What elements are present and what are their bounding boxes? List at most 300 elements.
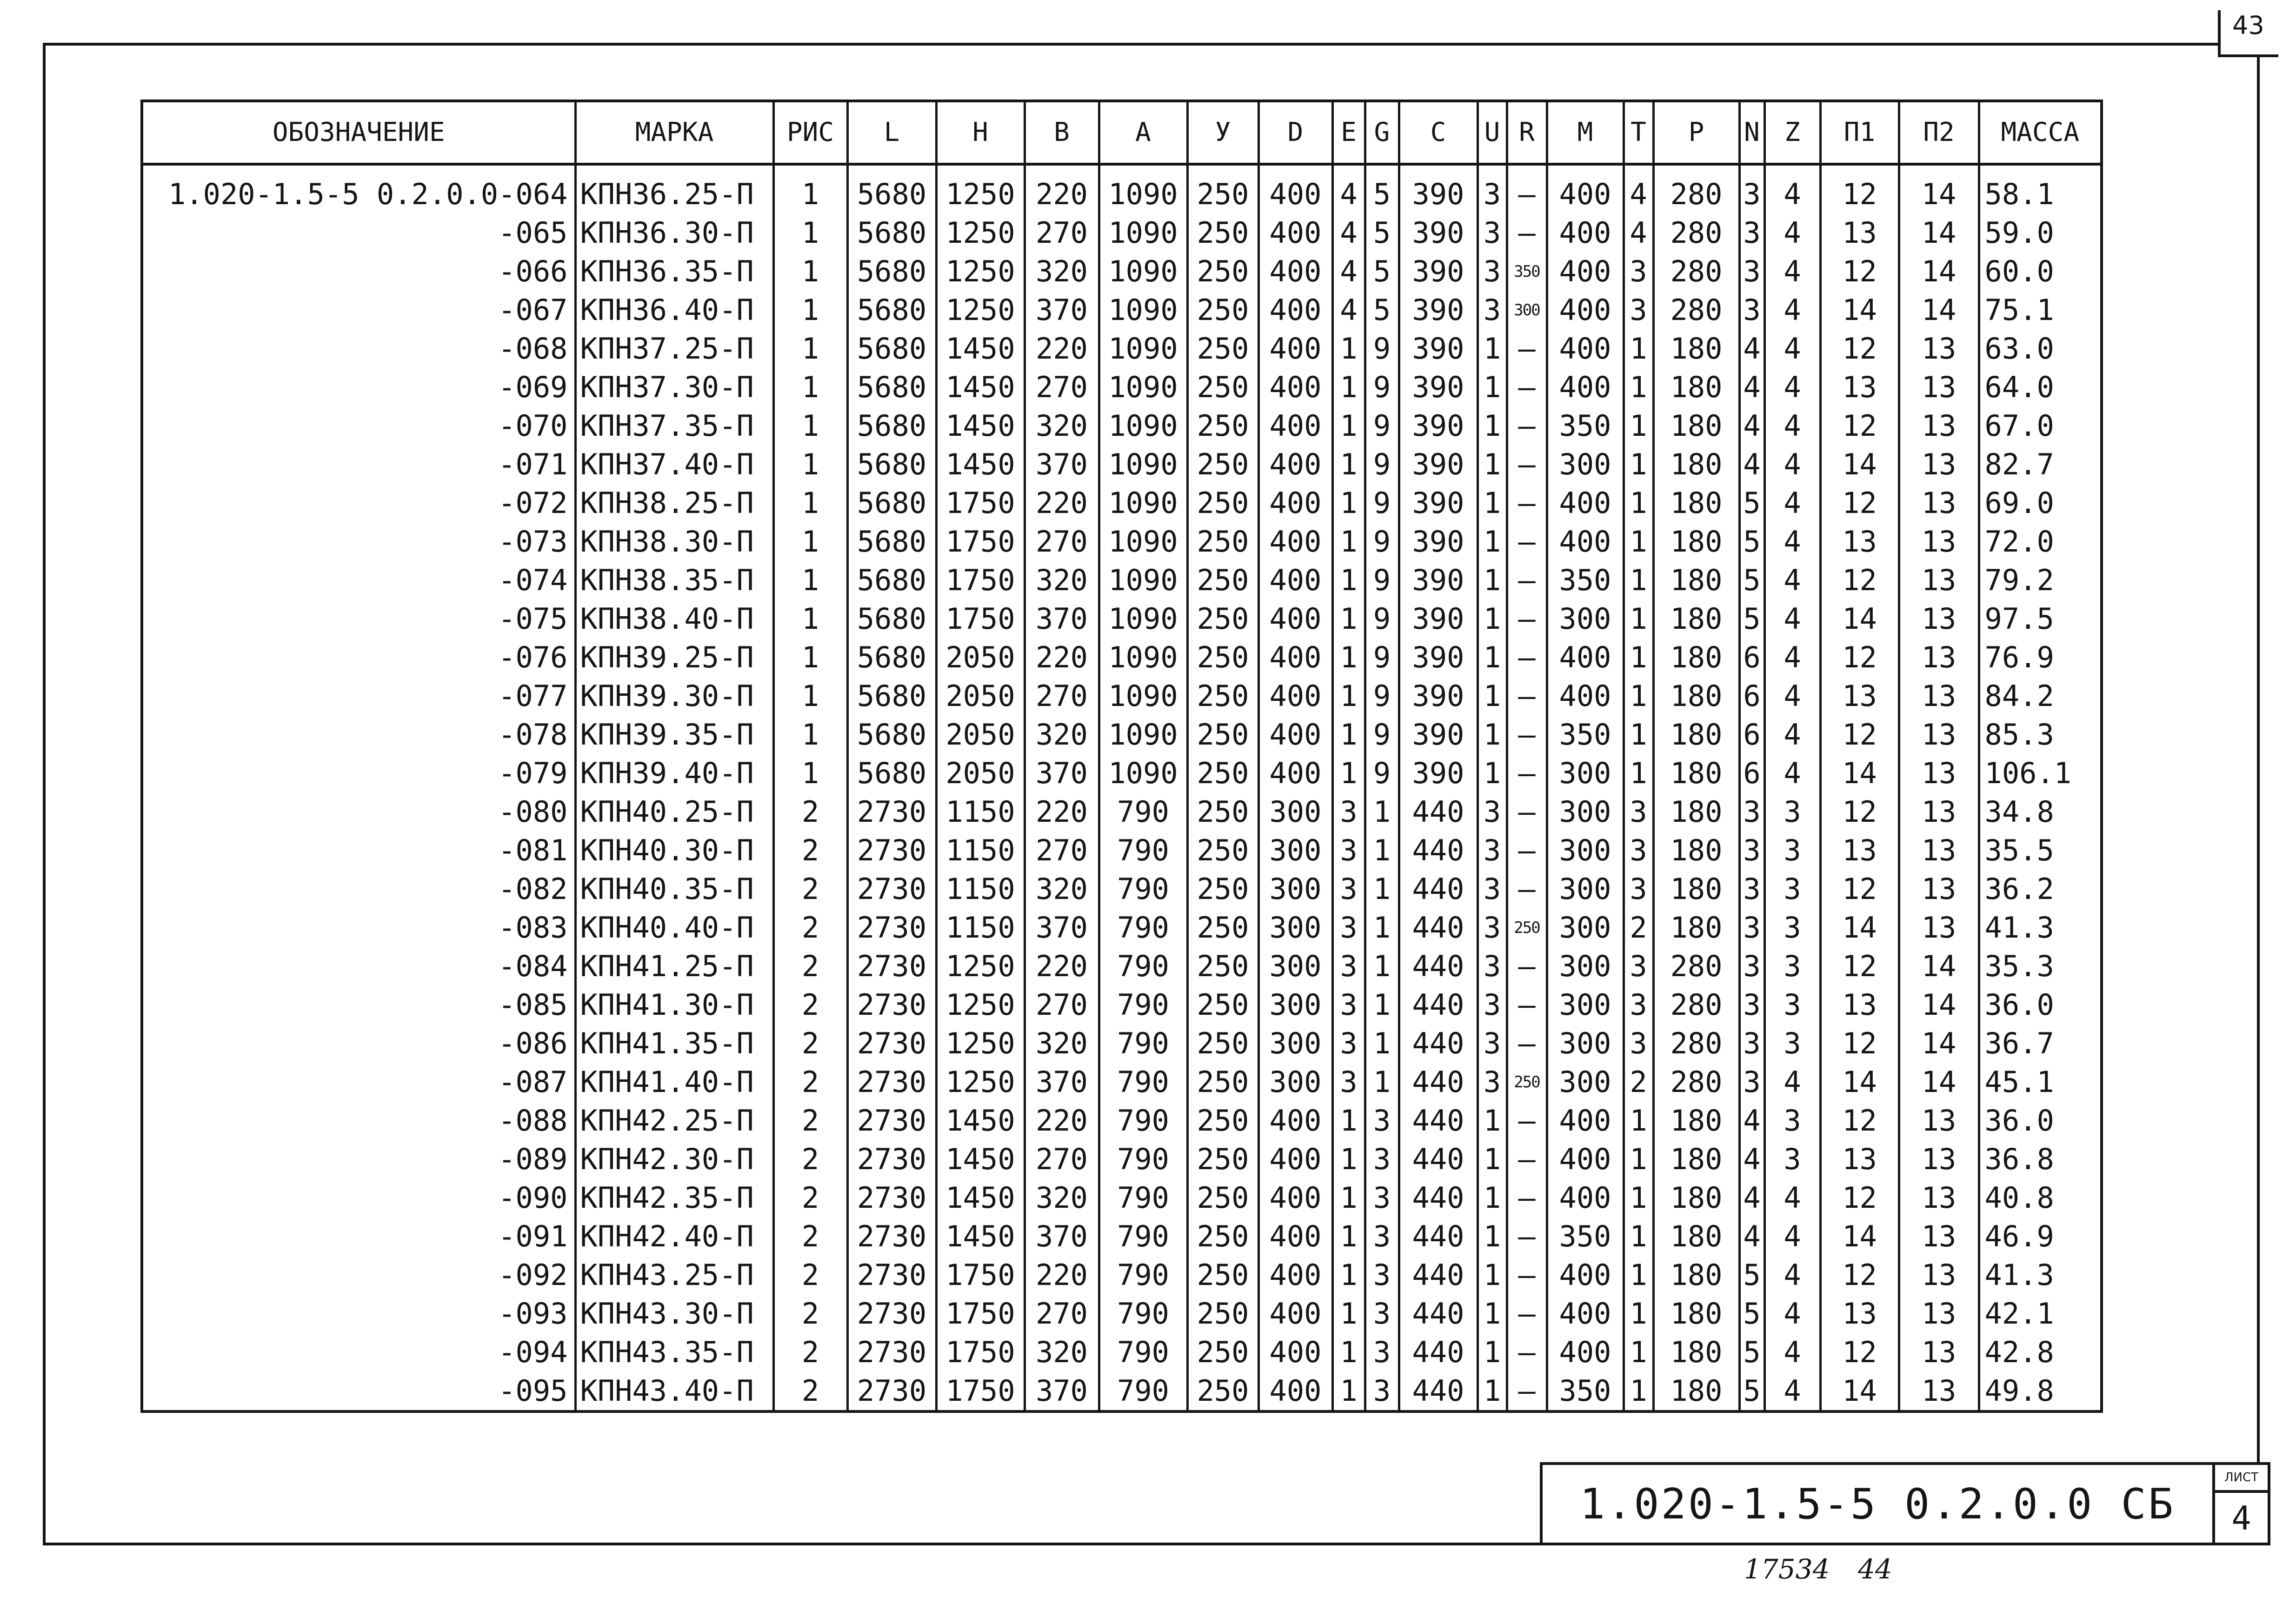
table-spacer-cell <box>1477 164 1507 175</box>
table-cell: 790 <box>1099 908 1187 947</box>
table-cell: 13 <box>1820 368 1899 406</box>
table-cell: 250 <box>1187 792 1258 831</box>
table-spacer-cell <box>1764 164 1820 175</box>
table-cell: 180 <box>1653 522 1739 561</box>
table-cell: 400 <box>1547 1294 1624 1333</box>
table-row <box>142 213 2102 252</box>
table-cell: 35.5 <box>1979 831 2102 870</box>
table-header-cell: П2 <box>1899 101 1979 164</box>
table-cell: 12 <box>1820 715 1899 754</box>
table-cell: 3 <box>1365 1101 1399 1140</box>
table-header-cell: H <box>936 101 1025 164</box>
table-cell: 14 <box>1899 252 1979 291</box>
table-header-cell: G <box>1365 101 1399 164</box>
table-cell: 1 <box>1332 522 1365 561</box>
table-cell: 180 <box>1653 1140 1739 1178</box>
table-cell: 1090 <box>1099 522 1187 561</box>
table-cell: 3 <box>1739 985 1764 1024</box>
table-cell: 180 <box>1653 908 1739 947</box>
table-cell: 13 <box>1899 368 1979 406</box>
table-cell: КПН38.25-П <box>575 484 773 522</box>
table-cell: 4 <box>1739 1217 1764 1256</box>
table-spacer-cell <box>1099 164 1187 175</box>
table-cell: 400 <box>1547 1101 1624 1140</box>
table-cell: 4 <box>1739 406 1764 445</box>
table-cell: 2730 <box>847 1101 936 1140</box>
table-cell: 4 <box>1739 1101 1764 1140</box>
table-cell: КПН43.25-П <box>575 1256 773 1294</box>
table-header-cell: A <box>1099 101 1187 164</box>
table-cell: 1 <box>1624 368 1653 406</box>
table-cell: 300 <box>1547 1063 1624 1101</box>
table-cell: 300 <box>1258 870 1332 908</box>
table-cell: 72.0 <box>1979 522 2102 561</box>
table-cell: 13 <box>1899 1178 1979 1217</box>
table-spacer-cell <box>847 164 936 175</box>
table-row <box>142 1178 2102 1217</box>
table-cell: -095 <box>142 1371 575 1411</box>
table-cell: 1 <box>1332 1217 1365 1256</box>
table-cell: 300 <box>1507 291 1547 329</box>
table-cell: 13 <box>1820 213 1899 252</box>
table-cell: – <box>1507 484 1547 522</box>
table-cell: 400 <box>1258 1333 1332 1371</box>
table-cell: 4 <box>1739 445 1764 484</box>
table-cell: 790 <box>1099 1217 1187 1256</box>
table-row <box>142 1294 2102 1333</box>
table-spacer-cell <box>1365 164 1399 175</box>
table-cell: 250 <box>1187 368 1258 406</box>
table-cell: 1 <box>1624 1140 1653 1178</box>
table-cell: 3 <box>1365 1333 1399 1371</box>
table-cell: 390 <box>1399 599 1477 638</box>
table-spacer-cell <box>1507 164 1547 175</box>
page-number-box-horizontal <box>2218 54 2278 57</box>
table-cell: 180 <box>1653 677 1739 715</box>
table-cell: 4 <box>1764 638 1820 677</box>
table-cell: 9 <box>1365 445 1399 484</box>
table-cell: 220 <box>1025 1101 1099 1140</box>
table-cell: – <box>1507 831 1547 870</box>
table-cell: -091 <box>142 1217 575 1256</box>
table-cell: 790 <box>1099 1063 1187 1101</box>
table-cell: 3 <box>1739 792 1764 831</box>
table-cell: 1 <box>1332 368 1365 406</box>
table-cell: 13 <box>1899 1217 1979 1256</box>
table-cell: 36.8 <box>1979 1140 2102 1178</box>
table-row <box>142 1063 2102 1101</box>
table-cell: 5 <box>1739 1371 1764 1411</box>
table-header-cell: U <box>1477 101 1507 164</box>
table-cell: 1 <box>1624 1371 1653 1411</box>
table-cell: 180 <box>1653 1217 1739 1256</box>
table-cell: 790 <box>1099 792 1187 831</box>
table-cell: -078 <box>142 715 575 754</box>
table-cell: 5 <box>1739 599 1764 638</box>
table-header-cell: П1 <box>1820 101 1899 164</box>
table-cell: 250 <box>1187 985 1258 1024</box>
table-cell: 280 <box>1653 291 1739 329</box>
table-cell: 5 <box>1739 1333 1764 1371</box>
table-cell: 2 <box>773 1101 847 1140</box>
table-cell: 390 <box>1399 715 1477 754</box>
document-code: 1.020-1.5-5 0.2.0.0 СБ <box>1579 1480 2176 1529</box>
table-cell: 3 <box>1365 1371 1399 1411</box>
frame-border-left <box>43 43 46 1545</box>
table-cell: 1090 <box>1099 213 1187 252</box>
table-cell: 3 <box>1624 291 1653 329</box>
page-number-box-vertical <box>2218 10 2221 57</box>
table-cell: 14 <box>1820 908 1899 947</box>
table-cell: -084 <box>142 947 575 985</box>
table-cell: 440 <box>1399 870 1477 908</box>
table-cell: 1 <box>1624 522 1653 561</box>
table-cell: 1 <box>773 175 847 213</box>
table-cell: 1 <box>773 677 847 715</box>
table-cell: 3 <box>1477 792 1507 831</box>
table-cell: -065 <box>142 213 575 252</box>
table-cell: КПН36.30-П <box>575 213 773 252</box>
table-cell: 3 <box>1739 1063 1764 1101</box>
table-cell: 280 <box>1653 213 1739 252</box>
table-cell: 180 <box>1653 406 1739 445</box>
table-cell: 9 <box>1365 484 1399 522</box>
table-cell: 2 <box>773 1294 847 1333</box>
table-cell: 1 <box>1477 1333 1507 1371</box>
table-cell: 1750 <box>936 484 1025 522</box>
table-cell: 1250 <box>936 175 1025 213</box>
table-cell: 400 <box>1258 638 1332 677</box>
table-cell: 3 <box>1332 985 1365 1024</box>
table-cell: 1 <box>1624 329 1653 368</box>
table-cell: 2 <box>773 1217 847 1256</box>
table-cell: 3 <box>1739 908 1764 947</box>
table-cell: 1 <box>1477 1217 1507 1256</box>
table-cell: КПН42.35-П <box>575 1178 773 1217</box>
table-cell: 180 <box>1653 870 1739 908</box>
table-cell: -068 <box>142 329 575 368</box>
table-cell: 390 <box>1399 291 1477 329</box>
table-cell: 3 <box>1477 252 1507 291</box>
table-spacer-cell <box>1399 164 1477 175</box>
table-body <box>142 164 2102 1411</box>
table-cell: 280 <box>1653 1024 1739 1063</box>
table-cell: КПН40.35-П <box>575 870 773 908</box>
table-cell: 440 <box>1399 831 1477 870</box>
table-cell: 1250 <box>936 947 1025 985</box>
table-cell: КПН37.35-П <box>575 406 773 445</box>
table-header-cell: ОБОЗНАЧЕНИЕ <box>142 101 575 164</box>
table-cell: 41.3 <box>1979 1256 2102 1294</box>
table-header-cell: P <box>1653 101 1739 164</box>
table-cell: 250 <box>1187 252 1258 291</box>
table-cell: КПН36.40-П <box>575 291 773 329</box>
table-row <box>142 561 2102 599</box>
table-cell: 6 <box>1739 638 1764 677</box>
table-cell: 4 <box>1764 213 1820 252</box>
table-cell: 250 <box>1187 445 1258 484</box>
sheet-label: ЛИСТ <box>2224 1471 2259 1484</box>
table-cell: 5 <box>1739 522 1764 561</box>
table-cell: КПН42.30-П <box>575 1140 773 1178</box>
table-cell: 400 <box>1547 175 1624 213</box>
table-cell: 1450 <box>936 1101 1025 1140</box>
table-cell: 300 <box>1547 870 1624 908</box>
table-cell: – <box>1507 754 1547 792</box>
table-cell: 36.0 <box>1979 985 2102 1024</box>
table-cell: 370 <box>1025 1371 1099 1411</box>
table-cell: 300 <box>1258 831 1332 870</box>
table-cell: 400 <box>1258 1217 1332 1256</box>
table-header-cell: R <box>1507 101 1547 164</box>
table-cell: 790 <box>1099 870 1187 908</box>
table-cell: 2 <box>773 985 847 1024</box>
table-cell: 13 <box>1899 754 1979 792</box>
table-cell: 400 <box>1258 1178 1332 1217</box>
table-cell: 13 <box>1899 406 1979 445</box>
table-cell: 390 <box>1399 522 1477 561</box>
table-cell: – <box>1507 1178 1547 1217</box>
table-cell: 280 <box>1653 252 1739 291</box>
table-cell: 400 <box>1258 484 1332 522</box>
table-cell: КПН40.25-П <box>575 792 773 831</box>
table-cell: 2730 <box>847 1024 936 1063</box>
table-cell: 400 <box>1258 754 1332 792</box>
table-cell: 2 <box>773 1063 847 1101</box>
table-cell: КПН40.30-П <box>575 831 773 870</box>
table-cell: 12 <box>1820 329 1899 368</box>
table-cell: 350 <box>1547 715 1624 754</box>
table-cell: -090 <box>142 1178 575 1217</box>
table-cell: 2730 <box>847 908 936 947</box>
table-cell: 1090 <box>1099 754 1187 792</box>
table-cell: 64.0 <box>1979 368 2102 406</box>
table-cell: 440 <box>1399 1178 1477 1217</box>
table-cell: 13 <box>1899 1256 1979 1294</box>
table-cell: КПН42.25-П <box>575 1101 773 1140</box>
table-cell: 2 <box>1624 1063 1653 1101</box>
table-cell: 85.3 <box>1979 715 2102 754</box>
table-cell: 13 <box>1899 792 1979 831</box>
table-cell: 1 <box>1365 870 1399 908</box>
table-cell: 1090 <box>1099 638 1187 677</box>
table-cell: 250 <box>1187 677 1258 715</box>
table-cell: 3 <box>1764 908 1820 947</box>
table-header-cell: D <box>1258 101 1332 164</box>
table-spacer-row <box>142 164 2102 175</box>
table-cell: 1 <box>773 484 847 522</box>
table-cell: 3 <box>1477 175 1507 213</box>
table-cell: 2 <box>773 1333 847 1371</box>
table-cell: 400 <box>1258 1371 1332 1411</box>
table-cell: 1450 <box>936 1178 1025 1217</box>
table-row <box>142 908 2102 947</box>
table-cell: 3 <box>1332 831 1365 870</box>
table-cell: 400 <box>1547 638 1624 677</box>
table-cell: 5680 <box>847 677 936 715</box>
table-cell: 12 <box>1820 638 1899 677</box>
table-cell: 2730 <box>847 870 936 908</box>
table-cell: 1 <box>1332 1178 1365 1217</box>
table-cell: 1 <box>1332 1256 1365 1294</box>
table-cell: 1 <box>1477 1371 1507 1411</box>
table-cell: 2 <box>773 1371 847 1411</box>
table-cell: 300 <box>1258 1024 1332 1063</box>
table-cell: 5680 <box>847 406 936 445</box>
table-cell: 1 <box>1477 754 1507 792</box>
table-cell: 180 <box>1653 1256 1739 1294</box>
table-cell: 2050 <box>936 715 1025 754</box>
table-cell: 14 <box>1899 947 1979 985</box>
table-cell: 1 <box>773 445 847 484</box>
specification-table <box>140 100 2103 1413</box>
table-cell: 4 <box>1764 291 1820 329</box>
table-cell: 2730 <box>847 947 936 985</box>
table-cell: 1 <box>1624 1333 1653 1371</box>
table-cell: -077 <box>142 677 575 715</box>
table-cell: 180 <box>1653 754 1739 792</box>
table-spacer-cell <box>936 164 1025 175</box>
table-cell: 250 <box>1187 754 1258 792</box>
table-header <box>142 101 2102 164</box>
table-cell: 1090 <box>1099 368 1187 406</box>
table-cell: 300 <box>1547 792 1624 831</box>
table-cell: 1 <box>1477 1178 1507 1217</box>
table-cell: 12 <box>1820 175 1899 213</box>
table-cell: 3 <box>1764 1140 1820 1178</box>
table-cell: 1750 <box>936 1333 1025 1371</box>
table-row <box>142 985 2102 1024</box>
table-cell: 3 <box>1332 792 1365 831</box>
table-cell: 300 <box>1258 792 1332 831</box>
table-cell: 12 <box>1820 1333 1899 1371</box>
table-cell: 250 <box>1187 1371 1258 1411</box>
table-row <box>142 638 2102 677</box>
table-cell: – <box>1507 1371 1547 1411</box>
table-header-cell: МАРКА <box>575 101 773 164</box>
table-cell: 270 <box>1025 1140 1099 1178</box>
table-cell: 390 <box>1399 368 1477 406</box>
table-cell: 4 <box>1764 1178 1820 1217</box>
table-cell: 320 <box>1025 870 1099 908</box>
table-cell: 2730 <box>847 1294 936 1333</box>
table-cell: 320 <box>1025 715 1099 754</box>
frame-border-right <box>2257 54 2260 1464</box>
table-cell: 36.0 <box>1979 1101 2102 1140</box>
table-cell: 1090 <box>1099 599 1187 638</box>
table-cell: 1450 <box>936 1217 1025 1256</box>
table-cell: 12 <box>1820 561 1899 599</box>
table-cell: 390 <box>1399 561 1477 599</box>
table-cell: КПН41.30-П <box>575 985 773 1024</box>
table-cell: 13 <box>1820 677 1899 715</box>
table-cell: 1 <box>1332 406 1365 445</box>
table-cell: 370 <box>1025 445 1099 484</box>
table-cell: 13 <box>1899 1140 1979 1178</box>
table-cell: 60.0 <box>1979 252 2102 291</box>
table-cell: 440 <box>1399 985 1477 1024</box>
table-cell: 4 <box>1764 252 1820 291</box>
table-cell: 370 <box>1025 1063 1099 1101</box>
table-cell: 12 <box>1820 406 1899 445</box>
table-cell: 1 <box>1624 1294 1653 1333</box>
table-cell: КПН41.25-П <box>575 947 773 985</box>
table-cell: 1 <box>1624 406 1653 445</box>
table-cell: 400 <box>1258 213 1332 252</box>
table-cell: 400 <box>1547 1140 1624 1178</box>
table-cell: 5680 <box>847 754 936 792</box>
table-cell: 2730 <box>847 985 936 1024</box>
table-cell: 180 <box>1653 1294 1739 1333</box>
table-cell: – <box>1507 561 1547 599</box>
table-cell: 1 <box>1624 1217 1653 1256</box>
table-cell: 300 <box>1547 599 1624 638</box>
table-cell: 4 <box>1739 368 1764 406</box>
table-cell: 1750 <box>936 561 1025 599</box>
table-cell: 1.020-1.5-5 0.2.0.0-064 <box>142 175 575 213</box>
table-row <box>142 291 2102 329</box>
table-cell: 400 <box>1547 1333 1624 1371</box>
table-cell: 12 <box>1820 484 1899 522</box>
table-cell: 9 <box>1365 715 1399 754</box>
table-cell: 1 <box>773 599 847 638</box>
table-cell: 250 <box>1187 870 1258 908</box>
table-cell: 13 <box>1820 1140 1899 1178</box>
table-cell: 400 <box>1547 484 1624 522</box>
table-cell: 13 <box>1899 1101 1979 1140</box>
table-cell: 370 <box>1025 599 1099 638</box>
table-cell: 300 <box>1258 947 1332 985</box>
table-cell: 790 <box>1099 1024 1187 1063</box>
table-cell: 1450 <box>936 368 1025 406</box>
table-cell: 390 <box>1399 445 1477 484</box>
table-cell: 220 <box>1025 638 1099 677</box>
table-cell: 2730 <box>847 1371 936 1411</box>
table-cell: 4 <box>1332 252 1365 291</box>
table-cell: 790 <box>1099 1256 1187 1294</box>
table-cell: 400 <box>1547 252 1624 291</box>
table-cell: -070 <box>142 406 575 445</box>
table-cell: 1250 <box>936 1024 1025 1063</box>
table-cell: 250 <box>1187 213 1258 252</box>
table-cell: 14 <box>1820 1063 1899 1101</box>
table-cell: 3 <box>1764 831 1820 870</box>
table-cell: 300 <box>1547 908 1624 947</box>
table-cell: КПН36.25-П <box>575 175 773 213</box>
table-spacer-cell <box>142 164 575 175</box>
table-cell: – <box>1507 213 1547 252</box>
table-cell: 390 <box>1399 484 1477 522</box>
table-cell: 12 <box>1820 252 1899 291</box>
table-cell: 3 <box>1739 175 1764 213</box>
table-cell: 5 <box>1739 1256 1764 1294</box>
table-cell: 2730 <box>847 1217 936 1256</box>
table-cell: 1 <box>1365 831 1399 870</box>
table-cell: 3 <box>1624 1024 1653 1063</box>
table-header-cell: У <box>1187 101 1258 164</box>
handwritten-note: 44 <box>1858 1553 1892 1585</box>
table-cell: КПН38.40-П <box>575 599 773 638</box>
table-row <box>142 329 2102 368</box>
table-cell: 400 <box>1258 252 1332 291</box>
table-cell: 4 <box>1739 1140 1764 1178</box>
table-cell: 9 <box>1365 677 1399 715</box>
table-cell: 250 <box>1187 522 1258 561</box>
table-cell: 5 <box>1739 1294 1764 1333</box>
table-cell: 13 <box>1899 484 1979 522</box>
table-cell: КПН42.40-П <box>575 1217 773 1256</box>
table-cell: 400 <box>1547 213 1624 252</box>
